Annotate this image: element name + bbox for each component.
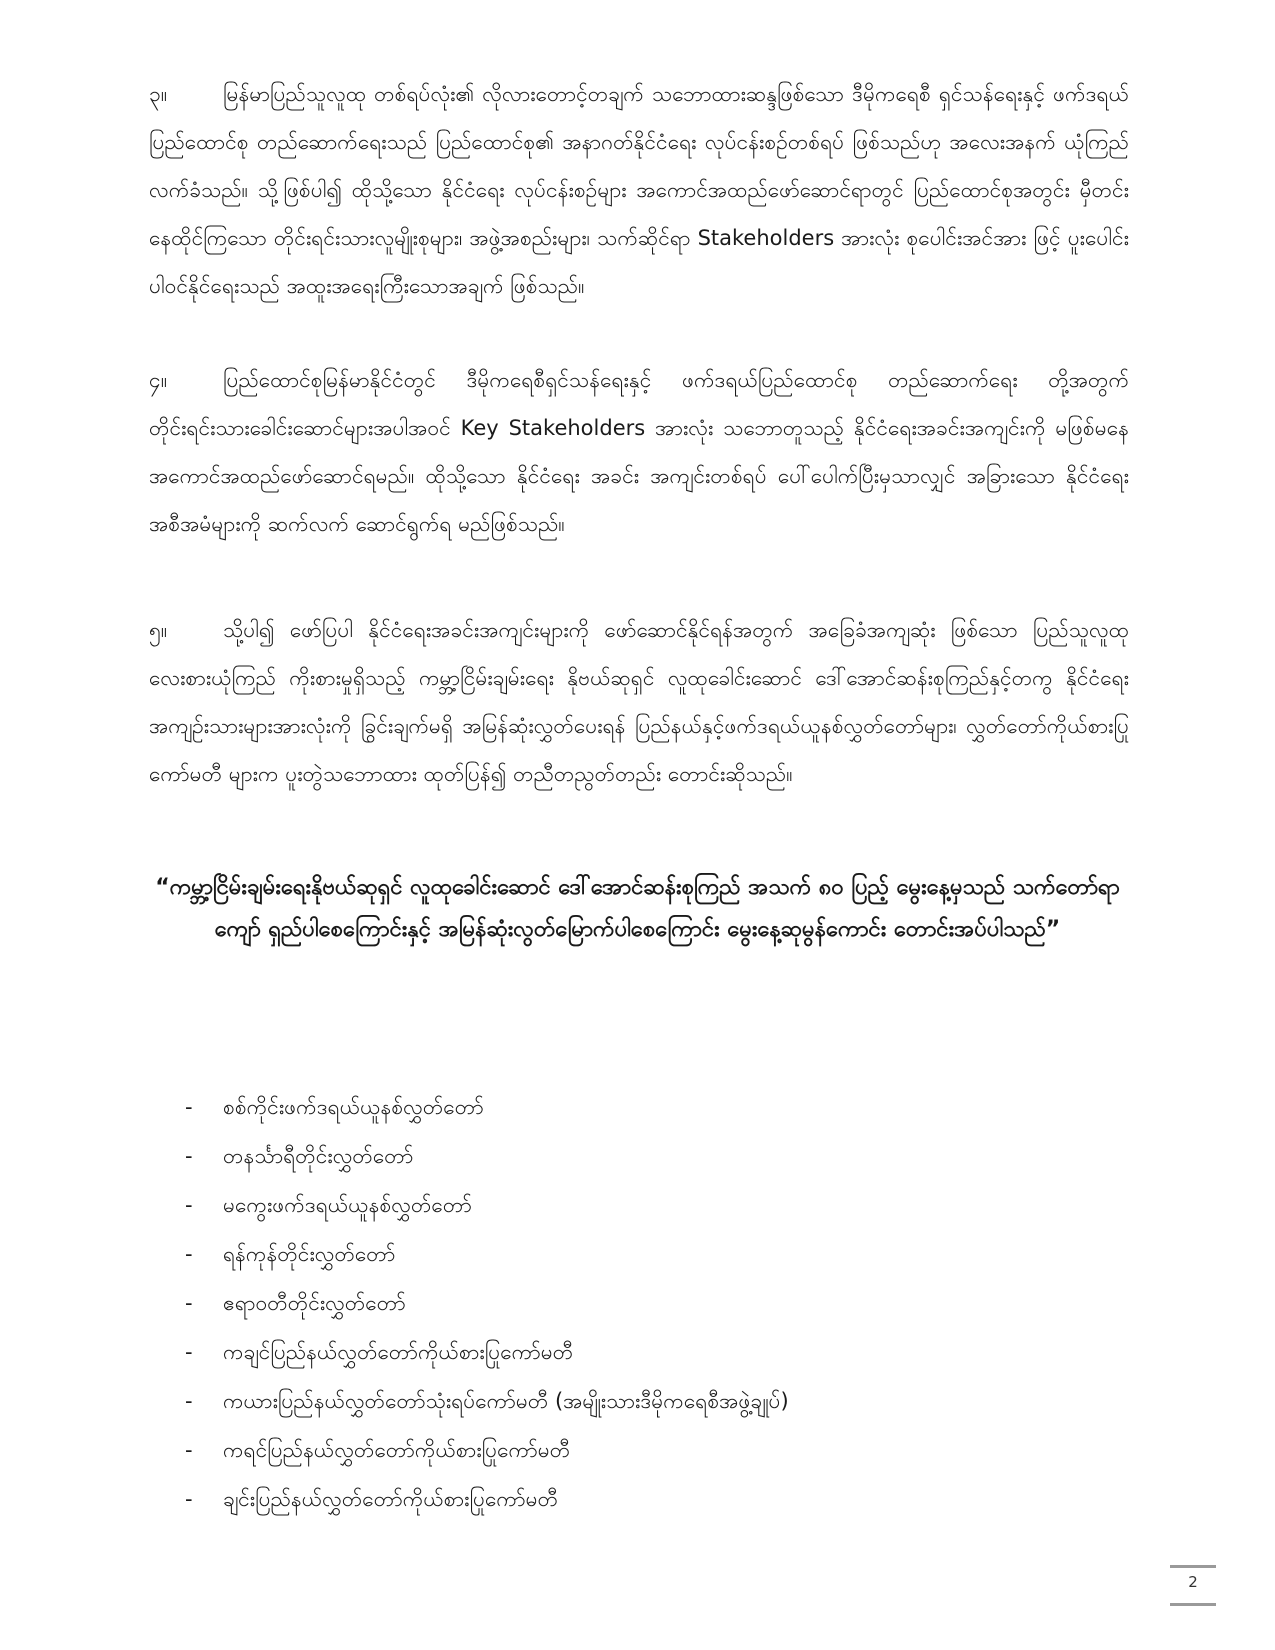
signatory-name: မကွေးဖက်ဒရယ်ယူနစ်လွှတ်တော် <box>223 1193 472 1217</box>
page-number-rule <box>1170 1565 1216 1568</box>
list-dash: - <box>185 1438 193 1462</box>
signatory-item <box>185 1475 789 1524</box>
signatory-name: ကရင်ပြည်နယ်လွှတ်တော်ကိုယ်စားပြုကော်မတီ <box>223 1438 571 1462</box>
paragraph-number: ၃။ <box>149 82 168 106</box>
page-number <box>1170 1565 1216 1607</box>
paragraph-4 <box>149 356 1129 548</box>
signatory-item <box>185 1083 789 1132</box>
paragraph-number: ၄။ <box>149 368 168 392</box>
list-dash: - <box>185 1144 193 1168</box>
list-dash: - <box>185 1340 193 1364</box>
list-dash: - <box>185 1095 193 1119</box>
birthday-wish-quote: “ကမ္ဘာ့ငြိမ်းချမ်းရေးနိုဗယ်ဆုရှင် လူထုခေါင်းဆောင် ဒေါ်အောင်ဆန်းစုကြည် အသက် ၈၀ ပြည့် မွေးနေ့မှသည် သက်တော်ရာကျော် ရှည်ပါစေကြောင်းနှင့် အမြန်ဆုံးလွတ်မြောက်ပါစေကြောင်း မွေးနေ့ဆုမွန်ကောင်း တောင်းအပ်ပါသည်” <box>155 875 1120 942</box>
signatory-item <box>185 1328 789 1377</box>
list-dash: - <box>185 1487 193 1511</box>
list-dash: - <box>185 1291 193 1315</box>
signatory-name: တနင်္သာရီတိုင်းလွှတ်တော် <box>223 1144 414 1168</box>
signatory-name: ရန်ကုန်တိုင်းလွှတ်တော် <box>223 1242 396 1266</box>
page-number-text: 2 <box>1188 1573 1198 1591</box>
signatory-item <box>185 1132 789 1181</box>
signatory-item <box>185 1279 789 1328</box>
signatory-name: ကချင်ပြည်နယ်လွှတ်တော်ကိုယ်စားပြုကော်မတီ <box>223 1340 574 1364</box>
signatory-item <box>185 1377 789 1426</box>
paragraph-text: ပြည်ထောင်စုမြန်မာနိုင်ငံတွင် ဒီမိုကရေစီရှင်သန်ရေးနှင့် ဖက်ဒရယ်ပြည်ထောင်စု တည်ဆောက်ရေး တို့အတွက် တိုင်းရင်းသားခေါင်းဆောင်များအပါအဝင် Key Stakeholders အားလုံး သဘောတူသည့် နိုင်ငံရေးအခင်းအကျင်းကို မဖြစ်မနေ အကောင်အထည်ဖော်ဆောင်ရမည်။ ထိုသို့သော နိုင်ငံရေး အခင်း အကျင်းတစ်ရပ် ပေါ်ပေါက်ပြီးမှသာလျှင် အခြားသော နိုင်ငံရေးအစီအမံများကို ဆက်လက် ဆောင်ရွက်ရ မည်ဖြစ်သည်။ <box>149 368 1129 536</box>
paragraph-5 <box>149 606 1129 798</box>
signatory-item <box>185 1230 789 1279</box>
signatory-name: ချင်းပြည်နယ်လွှတ်တော်ကိုယ်စားပြုကော်မတီ <box>223 1487 559 1511</box>
signatory-item <box>185 1426 789 1475</box>
paragraph-text: မြန်မာပြည်သူလူထု တစ်ရပ်လုံး၏ လိုလားတောင့်တချက် သဘောထားဆန္ဒဖြစ်သော ဒီမိုကရေစီ ရှင်သန်ရေးနှင့် ဖက်ဒရယ်ပြည်ထောင်စု တည်ဆောက်ရေးသည် ပြည်ထောင်စု၏ အနာဂတ်နိုင်ငံရေး လုပ်ငန်းစဉ်တစ်ရပ် ဖြစ်သည်ဟု အလေးအနက် ယုံကြည်လက်ခံသည်။ သို့ဖြစ်ပါ၍ ထိုသို့သော နိုင်ငံရေး လုပ်ငန်းစဉ်များ အကောင်အထည်ဖော်ဆောင်ရာတွင် ပြည်ထောင်စုအတွင်း မှီတင်းနေထိုင်ကြသော တိုင်းရင်းသားလူမျိုးစုများ၊ အဖွဲ့အစည်းများ၊ သက်ဆိုင်ရာ Stakeholders အားလုံး စုပေါင်းအင်အား ဖြင့် ပူးပေါင်းပါဝင်နိုင်ရေးသည် အထူးအရေးကြီးသောအချက် ဖြစ်သည်။ <box>149 82 1129 298</box>
list-dash: - <box>185 1242 193 1266</box>
list-dash: - <box>185 1389 193 1413</box>
list-dash: - <box>185 1193 193 1217</box>
page-number-rule <box>1170 1603 1216 1606</box>
paragraph-text: သို့ပါ၍ ဖော်ပြပါ နိုင်ငံရေးအခင်းအကျင်းများကို ဖော်ဆောင်နိုင်ရန်အတွက် အခြေခံအကျဆုံး ဖြစ်သော ပြည်သူလူထု လေးစားယုံကြည် ကိုးစားမှုရှိသည့် ကမ္ဘာ့ငြိမ်းချမ်းရေး နိုဗယ်ဆုရှင် လူထုခေါင်းဆောင် ဒေါ်အောင်ဆန်းစုကြည်နှင့်တကွ နိုင်ငံရေးအကျဉ်းသားများအားလုံးကို ခြွင်းချက်မရှိ အမြန်ဆုံးလွှတ်ပေးရန် ပြည်နယ်နှင့်ဖက်ဒရယ်ယူနစ်လွှတ်တော်များ၊ လွှတ်တော်ကိုယ်စားပြုကော်မတီ များက ပူးတွဲသဘောထား ထုတ်ပြန်၍ တညီတညွတ်တည်း တောင်းဆိုသည်။ <box>149 618 1129 786</box>
signatory-item <box>185 1181 789 1230</box>
signatory-list <box>185 1083 789 1524</box>
paragraph-number: ၅။ <box>149 618 168 642</box>
signatory-name: စစ်ကိုင်းဖက်ဒရယ်ယူနစ်လွှတ်တော် <box>223 1095 484 1119</box>
paragraph-3 <box>149 70 1129 310</box>
signatory-name: ကယားပြည်နယ်လွှတ်တော်သုံးရပ်ကော်မတီ (အမျိုးသားဒီမိုကရေစီအဖွဲ့ချုပ်) <box>223 1389 789 1413</box>
signatory-name: ဧရာဝတီတိုင်းလွှတ်တော် <box>223 1291 406 1315</box>
